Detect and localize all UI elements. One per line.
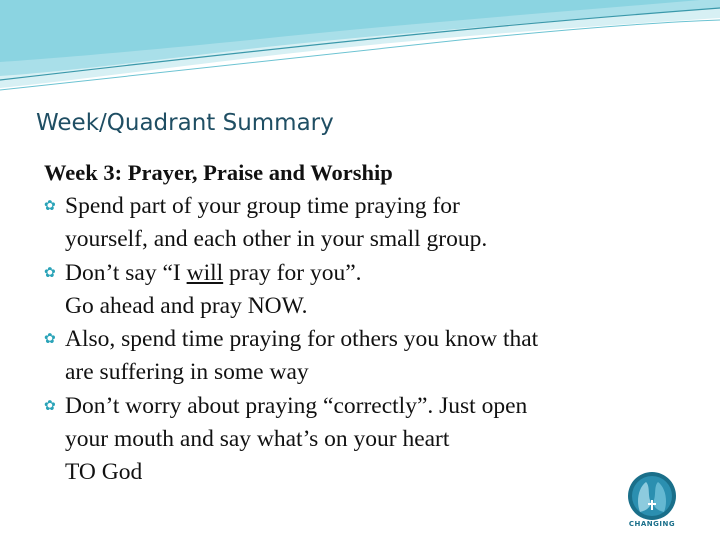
bullet-list [44,190,704,490]
flower-bullet-icon: ✿ [44,265,56,281]
underlined-word: will [186,259,224,286]
bullet-line: yourself, and each other in your small group. [65,226,488,253]
slide-title: Week/Quadrant Summary [36,110,334,136]
bullet-text-fragment: Don’t say “I [65,259,187,286]
bullet-line: your mouth and say what’s on your heart [65,426,450,453]
bullet-item [44,390,704,490]
changing-logo [612,472,692,536]
bullet-line: are suffering in some way [65,359,309,386]
bullet-line: Don’t worry about praying “correctly”. Just open [65,392,528,419]
flower-bullet-icon: ✿ [44,398,56,414]
bullet-line: Also, spend time praying for others you know that [65,326,539,353]
header-wave-decoration [0,0,720,100]
bullet-line [65,257,704,290]
bullet-text-fragment: pray for you”. [223,259,362,286]
flower-bullet-icon: ✿ [44,332,56,348]
bullet-line: TO God [65,459,143,486]
slide-content [44,156,704,490]
bullet-line: Go ahead and pray NOW. [65,292,308,319]
week-heading: Week 3: Prayer, Praise and Worship [44,160,393,185]
flower-bullet-icon: ✿ [44,199,56,214]
logo-text: CHANGING [628,520,676,528]
changing-logo-icon [612,472,692,522]
bullet-line: Spend part of your group time praying for [65,193,460,219]
bullet-item [44,257,704,324]
bullet-item [44,190,704,257]
bullet-item [44,323,704,390]
